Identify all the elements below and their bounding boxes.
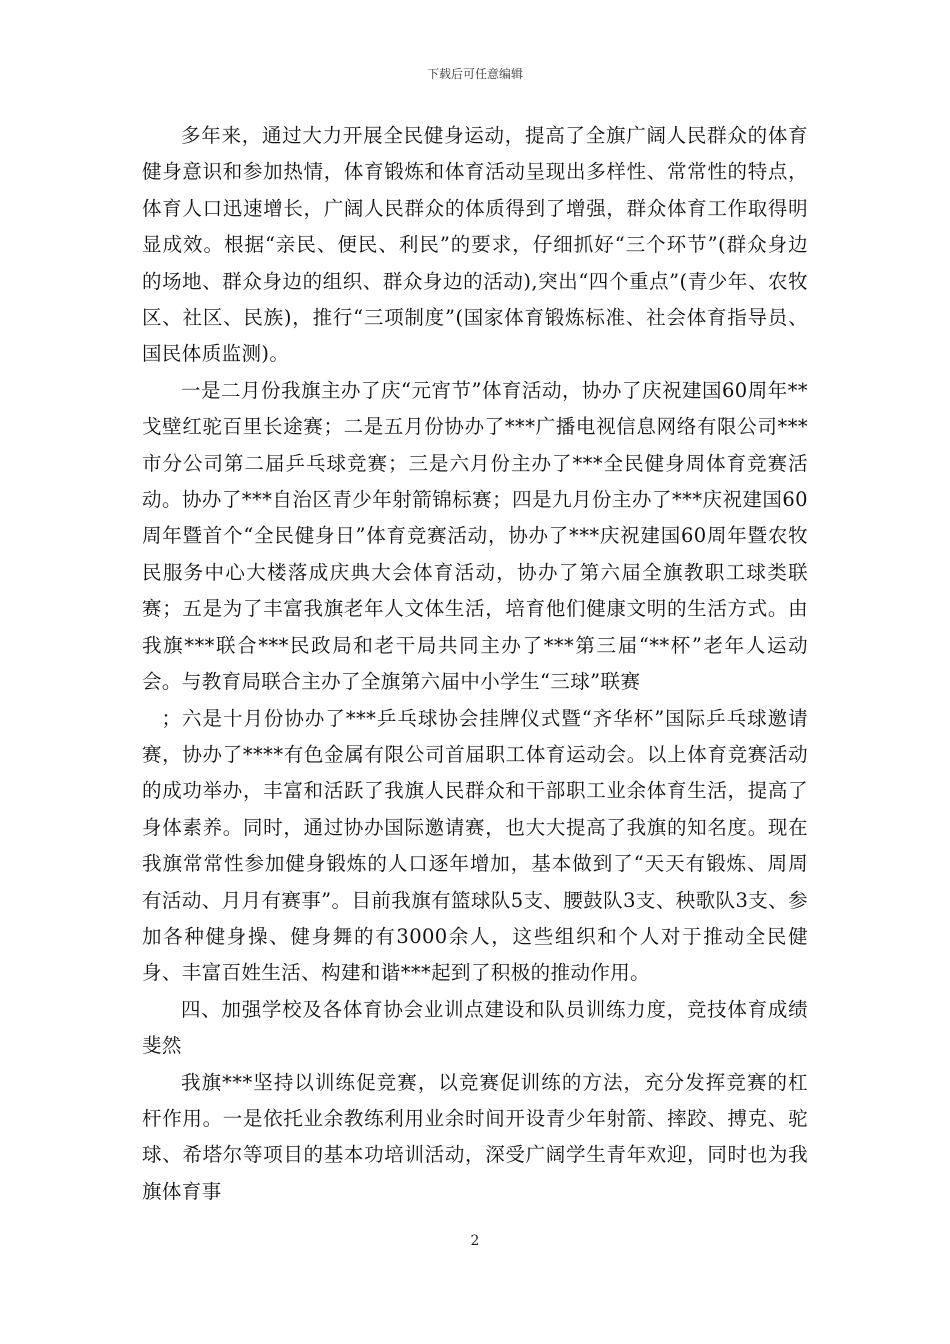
page-number: 2 [470, 1233, 480, 1249]
document-body [142, 118, 808, 1210]
page-header: 下载后可任意编辑 [426, 67, 523, 81]
paragraph-events-continued: ；六是十月份协办了***乒乓球协会挂牌仪式暨“齐华杯”国际乒乓球邀请赛，协办了****有色金属有限公司首届职工体育运动会。以上体育竞赛活动的成功举办，丰富和活跃了我旗人民群众和干部职工业余体育生活，提高了身体素养。同时，通过协办国际邀请赛，也大大提高了我旗的知名度。现在我旗常常性参加健身锻炼的人口逐年增加，基本做到了“天天有锻炼、周周有活动、月月有赛事”。目前我旗有篮球队5支、腰鼓队3支、秧歌队3支、参加各种健身操、健身舞的有3000余人，这些组织和个人对于推动全民健身、丰富百姓生活、构建和谐***起到了积极的推动作用。 [142, 706, 808, 985]
paragraph-mass-fitness: 多年来，通过大力开展全民健身运动，提高了全旗广阔人民群众的体育健身意识和参加热情，体育锻炼和体育活动呈现出多样性、常常性的特点，体育人口迅速增长，广阔人民群众的体质得到了增强，群众体育工作取得明显成效。根据“亲民、便民、利民”的要求，仔细抓好“三个环节”(群众身边的场地、群众身边的组织、群众身边的活动),突出“四个重点”(青少年、农牧区、社区、民族)，推行“三项制度”(国家体育锻炼标准、社会体育指导员、国民体质监测)。 [142, 124, 808, 366]
paragraph-training: 我旗***坚持以训练促竞赛，以竞赛促训练的方法，充分发挥竞赛的杠杆作用。一是依托业余教练利用业余时间开设青少年射箭、摔跤、搏克、驼球、希塔尔等项目的基本功培训活动，深受广阔学生青年欢迎，同时也为我旗体育事 [142, 1070, 808, 1203]
paragraph-events-list: 一是二月份我旗主办了庆“元宵节”体育活动，协办了庆祝建国60周年**戈壁红驼百里长途赛；二是五月份协办了***广播电视信息网络有限公司***市分公司第二届乒乓球竞赛；三是六月份主办了***全民健身周体育竞赛活动。协办了***自治区青少年射箭锦标赛；四是九月份主办了***庆祝建国60周年暨首个“全民健身日”体育竞赛活动，协办了***庆祝建国60周年暨农牧民服务中心大楼落成庆典大会体育活动，协办了第六届全旗教职工球类联赛；五是为了丰富我旗老年人文体生活，培育他们健康文明的生活方式。由我旗***联合***民政局和老干局共同主办了***第三届“**杯”老年人运动会。与教育局联合主办了全旗第六届中小学生“三球”联赛 [142, 378, 808, 694]
section-heading-four: 四、加强学校及各体育协会业训点建设和队员训练力度，竞技体育成绩斐然 [142, 997, 808, 1058]
